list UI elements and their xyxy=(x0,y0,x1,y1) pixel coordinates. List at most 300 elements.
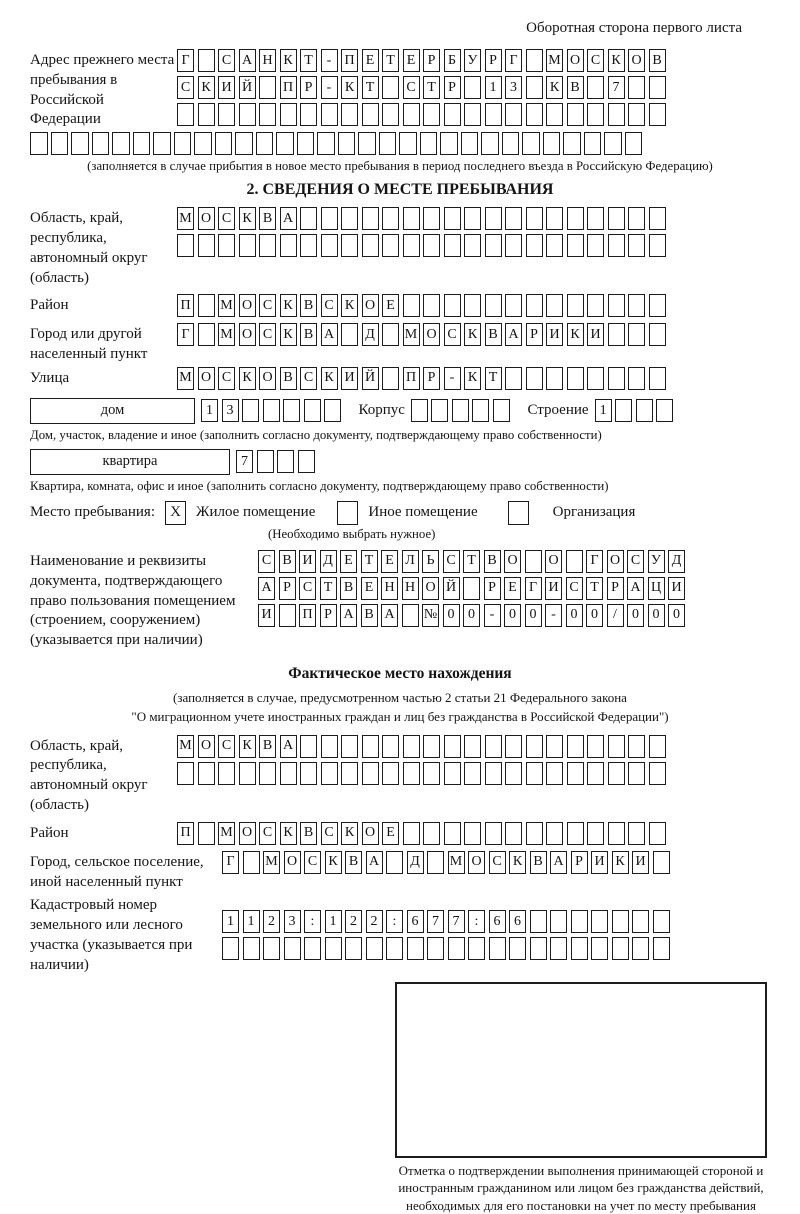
section2-title: 2. СВЕДЕНИЯ О МЕСТЕ ПРЕБЫВАНИЯ xyxy=(246,181,554,199)
char-box xyxy=(587,76,604,99)
char-box: К xyxy=(341,822,358,845)
char-box: Й xyxy=(362,367,379,390)
char-box xyxy=(485,762,502,785)
char-box: С xyxy=(259,822,276,845)
char-box: С xyxy=(218,207,235,230)
char-box: Т xyxy=(320,577,337,600)
char-box xyxy=(444,207,461,230)
char-box xyxy=(427,937,444,960)
char-box xyxy=(402,604,419,627)
char-box: О xyxy=(362,294,379,317)
char-box xyxy=(550,910,567,933)
char-box: О xyxy=(567,49,584,72)
char-box: А xyxy=(321,323,338,346)
char-box xyxy=(464,103,481,126)
char-box xyxy=(444,294,461,317)
char-box-row xyxy=(177,207,770,230)
stay-type-label: Место пребывания: xyxy=(30,504,155,521)
char-box xyxy=(566,550,583,573)
char-box: 3 xyxy=(505,76,522,99)
char-box: И xyxy=(587,323,604,346)
char-box-row xyxy=(177,822,770,845)
district-label: Район xyxy=(30,297,69,314)
char-box xyxy=(567,294,584,317)
char-box xyxy=(198,103,215,126)
char-box xyxy=(341,323,358,346)
char-box xyxy=(608,323,625,346)
char-box xyxy=(489,937,506,960)
char-box xyxy=(464,735,481,758)
char-box: Р xyxy=(444,76,461,99)
char-box xyxy=(399,132,417,155)
char-box xyxy=(608,762,625,785)
char-box: С xyxy=(258,550,275,573)
char-box xyxy=(608,103,625,126)
char-box: : xyxy=(304,910,321,933)
char-box: Р xyxy=(279,577,296,600)
prev-address-caption: (заполняется в случае прибытия в новое место пребывания в период последнего въезда в Российскую Федерацию) xyxy=(87,159,713,174)
char-box-row xyxy=(222,910,770,933)
char-box: 1 xyxy=(595,399,612,422)
char-box xyxy=(300,762,317,785)
char-box xyxy=(304,399,321,422)
char-box xyxy=(472,399,489,422)
char-box xyxy=(485,103,502,126)
char-box xyxy=(259,103,276,126)
char-box: В xyxy=(259,207,276,230)
char-box xyxy=(403,103,420,126)
apartment-caption: Квартира, комната, офис и иное (заполнить согласно документу, подтверждающему право собственности) xyxy=(30,478,609,493)
confirmation-caption: Отметка о подтверждении выполнения принимающей стороной и иностранным гражданином или лицом без гражданства действий, необходимых для его постановки на учет по месту пребывания xyxy=(398,1162,764,1213)
char-box: К xyxy=(509,851,526,874)
char-box: М xyxy=(177,367,194,390)
house-number-boxes xyxy=(201,399,345,422)
char-box: М xyxy=(263,851,280,874)
char-box xyxy=(546,207,563,230)
actual-city-field xyxy=(30,851,770,893)
char-box: К xyxy=(280,822,297,845)
char-box: Н xyxy=(381,577,398,600)
char-box: К xyxy=(464,367,481,390)
char-box xyxy=(505,234,522,257)
char-box xyxy=(403,234,420,257)
char-box xyxy=(608,234,625,257)
cadastral-field xyxy=(30,894,770,975)
char-box: 6 xyxy=(407,910,424,933)
char-box xyxy=(297,132,315,155)
char-box: С xyxy=(321,294,338,317)
char-box xyxy=(71,132,89,155)
char-box xyxy=(567,367,584,390)
char-box-row xyxy=(177,76,770,99)
char-box xyxy=(452,399,469,422)
char-box: И xyxy=(632,851,649,874)
ownership-document-field xyxy=(30,550,770,651)
char-box-row xyxy=(177,294,770,317)
char-box: 6 xyxy=(509,910,526,933)
char-box xyxy=(403,822,420,845)
char-box xyxy=(235,132,253,155)
house-caption: Дом, участок, владение и иное (заполнить согласно документу, подтверждающему право собственности) xyxy=(30,427,602,442)
char-box xyxy=(505,762,522,785)
char-box xyxy=(463,577,480,600)
char-box xyxy=(526,103,543,126)
char-box xyxy=(423,762,440,785)
char-box: В xyxy=(649,49,666,72)
char-box xyxy=(321,762,338,785)
char-box xyxy=(543,132,561,155)
char-box xyxy=(608,294,625,317)
char-box xyxy=(587,294,604,317)
char-box: 0 xyxy=(627,604,644,627)
char-box xyxy=(382,735,399,758)
char-box xyxy=(546,762,563,785)
prev-address-field xyxy=(30,49,770,130)
char-box: А xyxy=(366,851,383,874)
char-box xyxy=(628,76,645,99)
char-box: К xyxy=(198,76,215,99)
char-box: В xyxy=(280,367,297,390)
char-box: К xyxy=(239,367,256,390)
char-box: И xyxy=(258,604,275,627)
char-box: С xyxy=(299,577,316,600)
char-box: В xyxy=(300,822,317,845)
char-box: П xyxy=(177,294,194,317)
char-box-row xyxy=(177,735,770,758)
char-box: 2 xyxy=(263,910,280,933)
confirmation-area xyxy=(395,982,767,1214)
char-box xyxy=(628,367,645,390)
char-box xyxy=(653,937,670,960)
char-box: К xyxy=(280,49,297,72)
char-box xyxy=(563,132,581,155)
char-box xyxy=(567,207,584,230)
ownership-document-label: Наименование и реквизиты документа, подтверждающего право пользования помещением (строением, сооружением) (указывается при наличии) xyxy=(30,552,236,649)
char-box: 0 xyxy=(668,604,685,627)
char-box: А xyxy=(550,851,567,874)
char-box xyxy=(505,207,522,230)
char-box: С xyxy=(304,851,321,874)
char-box: Е xyxy=(340,550,357,573)
char-box: 1 xyxy=(201,399,218,422)
char-box xyxy=(587,762,604,785)
city-label: Город или другой населенный пункт xyxy=(30,326,148,363)
char-box: К xyxy=(280,323,297,346)
actual-region-label: Область, край, республика, автономный округ (область) xyxy=(30,737,148,813)
char-box xyxy=(259,762,276,785)
char-box: О xyxy=(545,550,562,573)
char-box: А xyxy=(239,49,256,72)
char-box xyxy=(263,399,280,422)
char-box: В xyxy=(361,604,378,627)
char-box xyxy=(587,822,604,845)
char-box xyxy=(464,234,481,257)
char-box: В xyxy=(279,550,296,573)
char-box xyxy=(587,735,604,758)
char-box xyxy=(423,735,440,758)
char-box: С xyxy=(587,49,604,72)
char-box xyxy=(263,937,280,960)
char-box xyxy=(653,851,670,874)
char-box: П xyxy=(280,76,297,99)
char-box: С xyxy=(218,735,235,758)
char-box: / xyxy=(607,604,624,627)
char-box xyxy=(485,735,502,758)
char-box xyxy=(174,132,192,155)
char-box xyxy=(628,294,645,317)
char-box xyxy=(239,103,256,126)
region-field xyxy=(30,207,770,288)
char-box xyxy=(526,294,543,317)
char-box: К xyxy=(567,323,584,346)
page-side-note: Оборотная сторона первого листа xyxy=(526,20,742,36)
char-box xyxy=(546,294,563,317)
char-box xyxy=(636,399,653,422)
char-box: Г xyxy=(586,550,603,573)
char-box xyxy=(546,103,563,126)
char-box xyxy=(362,103,379,126)
char-box: 0 xyxy=(463,604,480,627)
char-box: О xyxy=(198,207,215,230)
char-box: Т xyxy=(463,550,480,573)
char-box xyxy=(530,937,547,960)
char-box xyxy=(509,937,526,960)
char-box: Г xyxy=(177,323,194,346)
char-box: П xyxy=(341,49,358,72)
char-box: Д xyxy=(362,323,379,346)
char-box: Е xyxy=(382,822,399,845)
char-box: : xyxy=(468,910,485,933)
char-box: Н xyxy=(402,577,419,600)
char-box xyxy=(194,132,212,155)
apartment-number-boxes xyxy=(236,450,318,473)
char-box xyxy=(341,103,358,126)
prev-address-label: Адрес прежнего места пребывания в Российской Федерации xyxy=(30,52,175,128)
char-box: Р xyxy=(423,367,440,390)
char-box: С xyxy=(259,294,276,317)
char-box-row xyxy=(258,577,770,600)
char-box-row xyxy=(222,937,770,960)
apartment-line xyxy=(30,449,770,475)
char-box: Р xyxy=(484,577,501,600)
char-box: Е xyxy=(504,577,521,600)
char-box xyxy=(493,399,510,422)
char-box: И xyxy=(218,76,235,99)
char-box xyxy=(280,234,297,257)
char-box xyxy=(92,132,110,155)
char-box: М xyxy=(177,735,194,758)
char-box-row xyxy=(258,550,770,573)
option-residential-label: Жилое помещение xyxy=(196,504,316,521)
char-box xyxy=(423,822,440,845)
char-box: К xyxy=(608,49,625,72)
char-box: П xyxy=(403,367,420,390)
char-box xyxy=(653,910,670,933)
char-box xyxy=(300,207,317,230)
stay-type-hint: (Необходимо выбрать нужное) xyxy=(268,526,436,541)
city-field xyxy=(30,323,770,365)
char-box xyxy=(571,937,588,960)
char-box: А xyxy=(340,604,357,627)
char-box: О xyxy=(504,550,521,573)
char-box xyxy=(464,822,481,845)
char-box xyxy=(341,735,358,758)
char-box: О xyxy=(198,735,215,758)
char-box xyxy=(341,762,358,785)
char-box: : xyxy=(386,910,403,933)
char-box: 0 xyxy=(586,604,603,627)
char-box xyxy=(386,851,403,874)
char-box xyxy=(341,207,358,230)
char-box-row xyxy=(177,762,770,785)
char-box: Р xyxy=(607,577,624,600)
char-box xyxy=(431,399,448,422)
char-box xyxy=(526,49,543,72)
char-box: О xyxy=(362,822,379,845)
char-box: В xyxy=(345,851,362,874)
char-box xyxy=(444,103,461,126)
char-box xyxy=(461,132,479,155)
char-box: Ь xyxy=(422,550,439,573)
char-box: Р xyxy=(526,323,543,346)
char-box: Л xyxy=(402,550,419,573)
char-box xyxy=(403,294,420,317)
char-box: - xyxy=(321,76,338,99)
char-box xyxy=(612,937,629,960)
char-box xyxy=(571,910,588,933)
char-box xyxy=(587,367,604,390)
char-box xyxy=(649,367,666,390)
char-box: Р xyxy=(423,49,440,72)
char-box: Е xyxy=(382,294,399,317)
char-box xyxy=(243,937,260,960)
char-box: У xyxy=(648,550,665,573)
char-box: О xyxy=(423,323,440,346)
char-box: О xyxy=(422,577,439,600)
char-box xyxy=(133,132,151,155)
char-box: Д xyxy=(668,550,685,573)
house-type-box: дом xyxy=(30,398,195,424)
char-box: Г xyxy=(222,851,239,874)
char-box: Д xyxy=(320,550,337,573)
apartment-type-box: квартира xyxy=(30,449,230,475)
char-box: П xyxy=(299,604,316,627)
char-box xyxy=(481,132,499,155)
char-box xyxy=(546,234,563,257)
char-box: А xyxy=(627,577,644,600)
char-box-row xyxy=(258,604,770,627)
region-label: Область, край, республика, автономный округ (область) xyxy=(30,210,148,286)
char-box: Т xyxy=(382,49,399,72)
char-box-row xyxy=(177,49,770,72)
char-box: Р xyxy=(485,49,502,72)
char-box xyxy=(464,294,481,317)
char-box: О xyxy=(239,294,256,317)
stroenie-boxes xyxy=(595,399,677,422)
char-box xyxy=(567,762,584,785)
option-other-premises-label: Иное помещение xyxy=(368,504,478,521)
char-box: С xyxy=(218,49,235,72)
char-box xyxy=(649,207,666,230)
actual-location-caption-line2: "О миграционном учете иностранных граждан и лиц без гражданства в Российской Федерации") xyxy=(131,708,669,724)
char-box: К xyxy=(341,294,358,317)
char-box xyxy=(522,132,540,155)
char-box: К xyxy=(239,207,256,230)
char-box xyxy=(587,234,604,257)
char-box: К xyxy=(321,367,338,390)
char-box xyxy=(177,234,194,257)
char-box xyxy=(485,234,502,257)
char-box: С xyxy=(321,822,338,845)
char-box xyxy=(526,762,543,785)
char-box xyxy=(324,399,341,422)
char-box xyxy=(567,103,584,126)
char-box: Р xyxy=(320,604,337,627)
option-organization-label: Организация xyxy=(552,504,636,521)
char-box: С xyxy=(300,367,317,390)
char-box: 1 xyxy=(243,910,260,933)
char-box xyxy=(649,822,666,845)
char-box xyxy=(505,735,522,758)
checkbox-organization xyxy=(508,501,529,525)
prev-address-overflow-row xyxy=(30,132,770,155)
char-box xyxy=(198,234,215,257)
char-box xyxy=(423,234,440,257)
char-box xyxy=(362,207,379,230)
char-box xyxy=(615,399,632,422)
char-box: Р xyxy=(571,851,588,874)
char-box xyxy=(338,132,356,155)
char-box: П xyxy=(177,822,194,845)
char-box: У xyxy=(464,49,481,72)
char-box xyxy=(526,234,543,257)
char-box xyxy=(628,103,645,126)
char-box: М xyxy=(177,207,194,230)
char-box xyxy=(112,132,130,155)
char-box xyxy=(567,234,584,257)
char-box xyxy=(649,294,666,317)
char-box xyxy=(222,937,239,960)
char-box: 0 xyxy=(566,604,583,627)
char-box xyxy=(526,822,543,845)
char-box xyxy=(628,234,645,257)
char-box xyxy=(427,851,444,874)
char-box xyxy=(218,103,235,126)
char-box: Б xyxy=(444,49,461,72)
char-box: 7 xyxy=(448,910,465,933)
char-box xyxy=(198,49,215,72)
char-box xyxy=(317,132,335,155)
char-box: В xyxy=(484,550,501,573)
checkbox-other-premises xyxy=(337,501,358,525)
char-box xyxy=(448,937,465,960)
char-box: А xyxy=(505,323,522,346)
char-box xyxy=(386,937,403,960)
char-box xyxy=(403,762,420,785)
char-box xyxy=(546,367,563,390)
char-box xyxy=(632,910,649,933)
char-box xyxy=(257,450,274,473)
char-box xyxy=(444,735,461,758)
char-box xyxy=(567,735,584,758)
char-box xyxy=(362,234,379,257)
char-box: Т xyxy=(300,49,317,72)
char-box: О xyxy=(259,367,276,390)
char-box xyxy=(628,207,645,230)
char-box: К xyxy=(546,76,563,99)
char-box xyxy=(591,937,608,960)
char-box xyxy=(198,822,215,845)
